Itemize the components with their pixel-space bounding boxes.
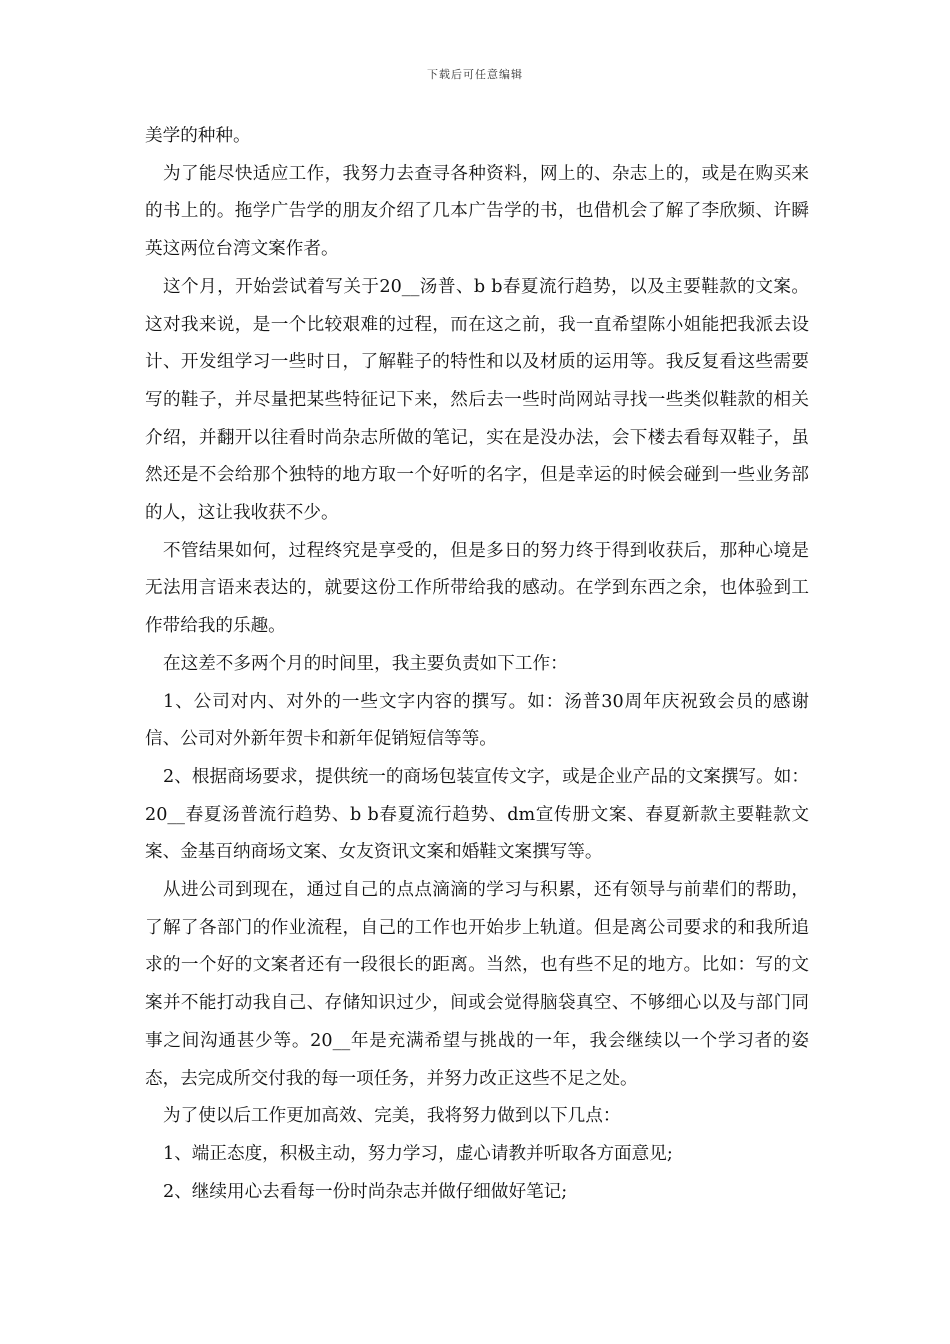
paragraph-goal-1: 1、端正态度，积极主动，努力学习，虚心请教并听取各方面意见; — [163, 1143, 673, 1164]
page-header: 下载后可任意编辑 — [427, 68, 523, 81]
paragraph-copywriting-attempt: 这个月，开始尝试着写关于20__汤普、b b春夏流行趋势，以及主要鞋款的文案。这对我来说，是一个比较艰难的过程，而在这之前，我一直希望陈小姐能把我派去设计、开发组学习一些时日，了解鞋子的特性和以及材质的运用等。我反复看这些需要写的鞋子，并尽量把某些特征记下来，然后去一些时尚网站寻找一些类似鞋款的相关介绍，并翻开以往看时尚杂志所做的笔记，实在是没办法，会下楼去看每双鞋子，虽然还是不会给那个独特的地方取一个好听的名字，但是幸运的时候会碰到一些业务部的人，这让我收获不少。 — [145, 276, 809, 524]
paragraph-duty-1: 1、公司对内、对外的一些文字内容的撰写。如：汤普30周年庆祝致会员的感谢信、公司对外新年贺卡和新年促销短信等等。 — [145, 691, 809, 750]
paragraph-duty-2: 2、根据商场要求，提供统一的商场包装宣传文字，或是企业产品的文案撰写。如：20__春夏汤普流行趋势、b b春夏流行趋势、dm宣传册文案、春夏新款主要鞋款文案、金基百纳商场文案、女友资讯文案和婚鞋文案撰写等。 — [145, 766, 809, 863]
paragraph-goal-2: 2、继续用心去看每一份时尚杂志并做仔细做好笔记; — [163, 1181, 568, 1202]
document-body — [145, 118, 809, 1211]
paragraph-progress: 从进公司到现在，通过自己的点点滴滴的学习与积累，还有领导与前辈们的帮助，了解了各部门的作业流程，自己的工作也开始步上轨道。但是离公司要求的和我所追求的一个好的文案者还有一段很长的距离。当然，也有些不足的地方。比如：写的文案并不能打动我自己、存储知识过少，间或会觉得脑袋真空、不够细心以及与部门同事之间沟通甚少等。20__年是充满希望与挑战的一年，我会继续以一个学习者的姿态，去完成所交付我的每一项任务，并努力改正这些不足之处。 — [145, 880, 809, 1089]
paragraph-reflection: 不管结果如何，过程终究是享受的，但是多日的努力终于得到收获后，那种心境是无法用言语来表达的，就要这份工作所带给我的感动。在学到东西之余，也体验到工作带给我的乐趣。 — [145, 540, 809, 637]
paragraph-research: 为了能尽快适应工作，我努力去查寻各种资料，网上的、杂志上的，或是在购买来的书上的。拖学广告学的朋友介绍了几本广告学的书，也借机会了解了李欣频、许瞬英这两位台湾文案作者。 — [145, 163, 809, 260]
paragraph-continuation: 美学的种种。 — [145, 126, 251, 146]
paragraph-duties-intro: 在这差不多两个月的时间里，我主要负责如下工作： — [163, 653, 568, 674]
paragraph-goals-intro: 为了使以后工作更加高效、完美，我将努力做到以下几点： — [163, 1106, 621, 1127]
